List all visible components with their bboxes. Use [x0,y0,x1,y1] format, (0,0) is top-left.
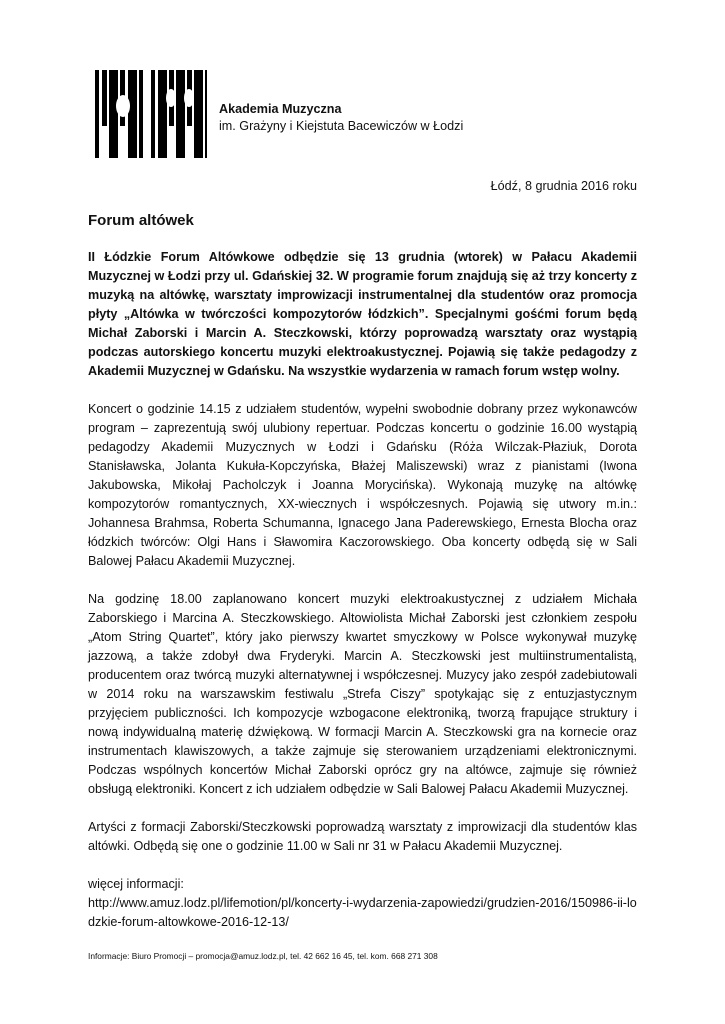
date-line: Łódź, 8 grudnia 2016 roku [490,179,637,193]
page-title: Forum altówek [88,212,194,229]
body-paragraph: Na godzinę 18.00 zaplanowano koncert muzyki elektroakustycznej z udziałem Michała Zaborskiego i Marcina A. Steczkowskiego. Altowiolista Michał Zaborski jest członkiem zespołu „Atom String Quartet”, który jako pierwszy kwartet smyczkowy w Polsce wykonywał muzykę jazzową, a także zdobył dwa Fryderyki. Marcin A. Steczkowski jest multiinstrumentalistą, producentem oraz twórcą muzyki alternatywnej i współczesnej. Muzycy jako zespół zadebiutowali w 2014 roku na warszawskim festiwalu „Strefa Ciszy” spotykając się z entuzjastycznym przyjęciem publiczności. Ich kompozycje wzbogacone elektroniką, tworzą frapujące struktury i nową indywidualną materię dźwiękową. W formacji Marcin A. Steczkowski gra na kornecie oraz instrumentach klawiszowych, a także zajmuje się sterowaniem urządzeniami elektronicznymi. Podczas wspólnych koncertów Michał Zaborski oprócz gry na altówce, zajmuje się również obsługą elektroniki. Koncert z ich udziałem odbędzie w Sali Balowej Pałacu Akademii Muzycznej. [88,592,637,796]
document-body [88,248,637,932]
academy-piano-keys-logo-icon [95,70,207,158]
more-info-label: więcej informacji: [88,877,184,891]
institution-name: Akademia Muzyczna [219,102,342,116]
institution-name-block [219,101,463,135]
lead-paragraph: II Łódzkie Forum Altówkowe odbędzie się 13 grudnia (wtorek) w Pałacu Akademii Muzycznej w Łodzi przy ul. Gdańskiej 32. W programie forum znajdują się aż trzy koncerty z muzyką na altówkę, warsztaty improwizacji instrumentalnej dla studentów oraz promocja płyty „Altówka w twórczości kompozytorów łódzkich”. Specjalnymi gośćmi forum będą Michał Zaborski i Marcin A. Steczkowski, którzy poprowadzą warsztaty oraz wystąpią podczas autorskiego koncertu muzyki elektroakustycznej. Pojawią się także pedagodzy z Akademii Muzycznej w Gdańsku. Na wszystkie wydarzenia w ramach forum wstęp wolny. [88,250,637,378]
more-info-link[interactable]: http://www.amuz.lodz.pl/lifemotion/pl/koncerty-i-wydarzenia-zapowiedzi/grudzien-2016/150986-ii-lodzkie-forum-altowkowe-2016-12-13/ [88,896,637,929]
footer-contact: Informacje: Biuro Promocji – promocja@amuz.lodz.pl, tel. 42 662 16 45, tel. kom. 668 271 308 [88,951,438,961]
header-logo [95,70,463,158]
body-paragraph: Koncert o godzinie 14.15 z udziałem studentów, wypełni swobodnie dobrany przez wykonawców program – zaprezentują swój ulubiony repertuar. Podczas koncertu o godzinie 16.00 wystąpią pedagodzy Akademii Muzycznych w Łodzi i Gdańsku (Róża Wilczak-Płaziuk, Dorota Stanisławska, Jolanta Kukuła-Kopczyńska, Błażej Maliszewski) wraz z pianistami (Iwona Jakubowska, Mikołaj Pacholczyk i Joanna Morycińska). Wykonają muzykę na altówkę kompozytorów romantycznych, XX-wiecznych i współczesnych. Pojawią się utwory m.in.: Johannesa Brahmsa, Roberta Schumanna, Ignacego Jana Paderewskiego, Ernesta Blocha oraz łódzkich twórców: Olgi Hans i Sławomira Kaczorowskiego. Oba koncerty odbędą się w Sali Balowej Pałacu Akademii Muzycznej. [88,402,637,568]
body-paragraph: Artyści z formacji Zaborski/Steczkowski poprowadzą warsztaty z improwizacji dla studentów klas altówki. Odbędą się one o godzinie 11.00 w Sali nr 31 w Pałacu Akademii Muzycznej. [88,820,637,853]
institution-subtitle: im. Grażyny i Kiejstuta Bacewiczów w Łodzi [219,119,464,133]
